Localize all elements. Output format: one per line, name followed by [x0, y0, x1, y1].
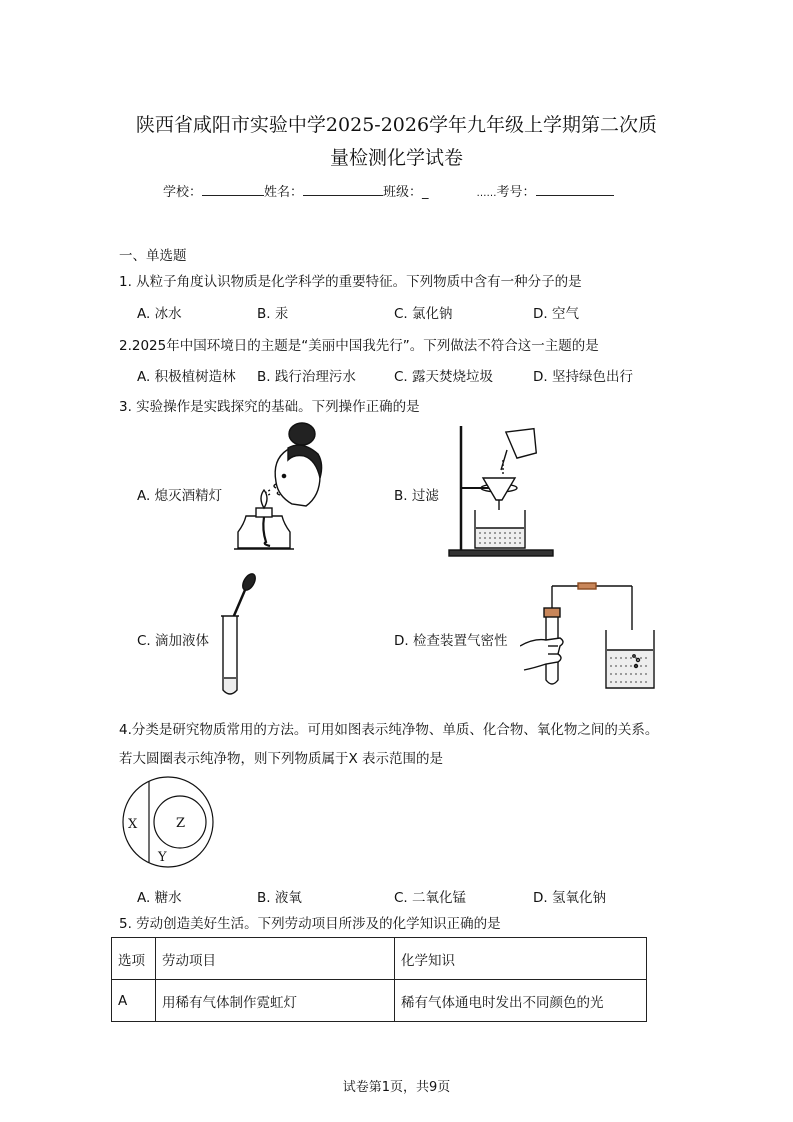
table-header-cell: 化学知识: [395, 938, 647, 980]
page-footer: 试卷第1页，共9页: [342, 1080, 451, 1095]
classification-venn-diagram: [118, 775, 218, 870]
school-label: 学校：: [163, 185, 203, 200]
q3-option-a[interactable]: A. 熄灭酒精灯: [137, 488, 223, 504]
dropper-test-tube-illustration: [215, 570, 265, 700]
venn-label-y: Y: [158, 850, 167, 865]
airtightness-check-illustration: [520, 580, 660, 695]
blow-out-lamp-illustration: [232, 420, 342, 560]
q1-option-d[interactable]: D. 空气: [533, 306, 579, 322]
exam-no-label: 考号：: [496, 185, 536, 200]
q2-stem: 2.2025年中国环境日的主题是“美丽中国我先行”。下列做法不符合这一主题的是: [119, 338, 599, 354]
venn-label-z: Z: [176, 816, 186, 831]
info-line: [163, 181, 614, 200]
table-header-row: [112, 938, 647, 980]
name-label: 姓名：: [264, 185, 304, 200]
table-header-cell: 劳动项目: [156, 938, 395, 980]
q4-option-a[interactable]: A. 糖水: [137, 890, 182, 906]
q2-option-b[interactable]: B. 践行治理污水: [257, 369, 356, 385]
q3-option-d[interactable]: D. 检查装置气密性: [394, 633, 508, 649]
q2-option-a[interactable]: A. 积极植树造林: [137, 369, 236, 385]
table-cell: A: [112, 980, 156, 1022]
exam-title-line1: 陕西省咸阳市实验中学2025-2026学年九年级上学期第二次质: [135, 114, 658, 136]
table-cell: 用稀有气体制作霓虹灯: [156, 980, 395, 1022]
exam-no-blank[interactable]: [536, 181, 614, 196]
q1-option-a[interactable]: A. 冰水: [137, 306, 182, 322]
q5-stem: 5. 劳动创造美好生活。下列劳动项目所涉及的化学知识正确的是: [119, 916, 501, 932]
filtration-illustration: [445, 422, 555, 562]
q4-stem-line2: 若大圆圈表示纯净物，则下列物质属于X 表示范围的是: [119, 751, 444, 767]
table-header-cell: 选项: [112, 938, 156, 980]
q3-option-c[interactable]: C. 滴加液体: [137, 633, 210, 649]
q5-table: [111, 937, 647, 1022]
q4-option-d[interactable]: D. 氢氧化钠: [533, 890, 606, 906]
name-blank[interactable]: [303, 181, 383, 196]
q3-stem: 3. 实验操作是实践探究的基础。下列操作正确的是: [119, 399, 420, 415]
exam-title-line2: 量检测化学试卷: [329, 147, 463, 169]
table-cell: 稀有气体通电时发出不同颜色的光: [395, 980, 647, 1022]
venn-label-x: X: [128, 817, 138, 832]
q3-option-b[interactable]: B. 过滤: [394, 488, 439, 504]
school-blank[interactable]: [202, 181, 264, 196]
q4-option-b[interactable]: B. 液氧: [257, 890, 302, 906]
class-label: 班级：_: [383, 185, 429, 200]
q1-stem: 1. 从粒子角度认识物质是化学科学的重要特征。下列物质中含有一种分子的是: [119, 274, 582, 290]
q4-stem-line1: 4.分类是研究物质常用的方法。可用如图表示纯净物、单质、化合物、氧化物之间的关系。: [119, 722, 659, 738]
q4-option-c[interactable]: C. 二氧化锰: [394, 890, 467, 906]
dots: ……: [476, 188, 497, 199]
q2-option-c[interactable]: C. 露天焚烧垃圾: [394, 369, 494, 385]
q1-option-c[interactable]: C. 氯化钠: [394, 306, 453, 322]
table-row: [112, 980, 647, 1022]
q1-option-b[interactable]: B. 汞: [257, 306, 289, 322]
q2-option-d[interactable]: D. 坚持绿色出行: [533, 369, 633, 385]
section-heading: 一、单选题: [119, 248, 187, 264]
